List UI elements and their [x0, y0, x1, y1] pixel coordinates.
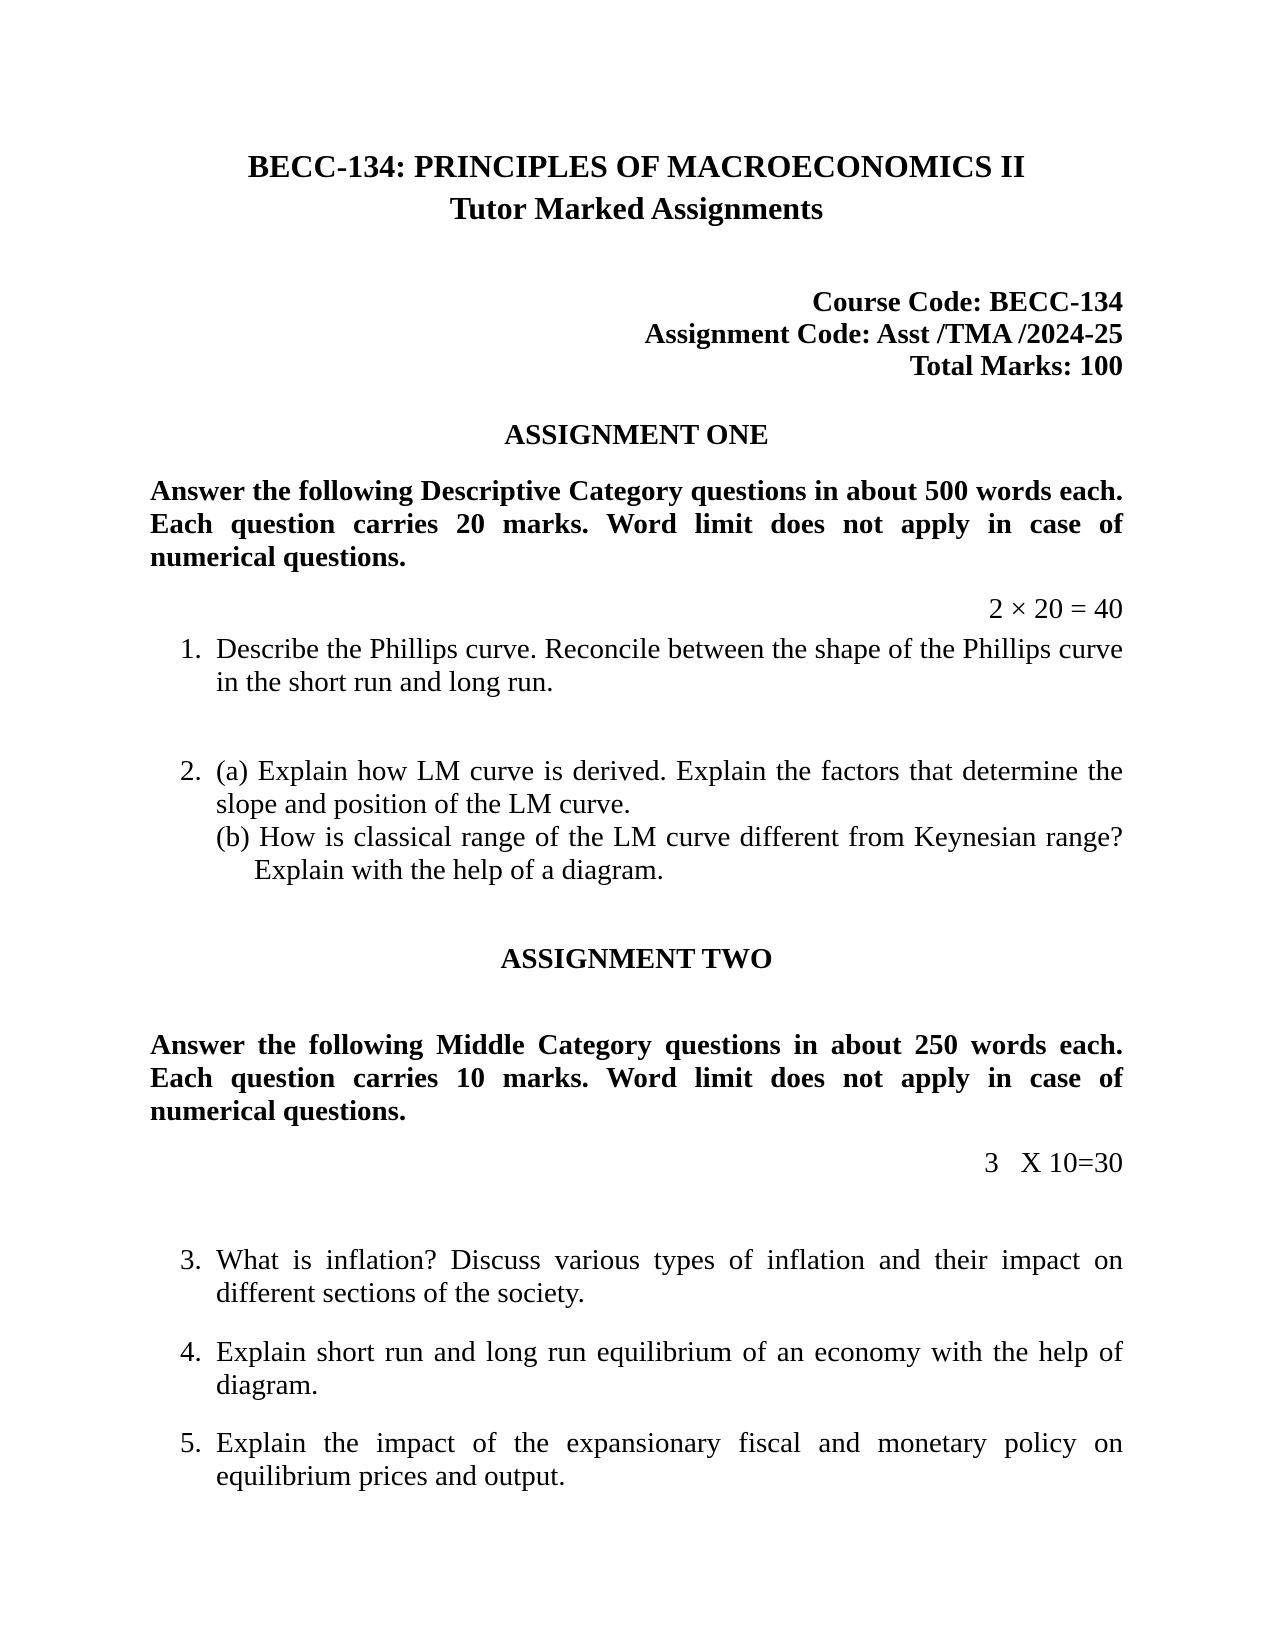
- question-4: [150, 1336, 1123, 1402]
- question-number: 2.: [180, 755, 202, 787]
- question-2: [150, 755, 1123, 887]
- question-number: 1.: [180, 633, 202, 665]
- assignment-one-instructions: Answer the following Descriptive Category questions in about 500 words each. Each question carries 20 marks. Word limit does not apply in case of numerical questions.: [150, 475, 1123, 573]
- assignment-two-heading: ASSIGNMENT TWO: [500, 943, 773, 975]
- question-number: 5.: [180, 1427, 202, 1459]
- question-2-part-a: (a) Explain how LM curve is derived. Explain the factors that determine the slope and position of the LM curve.: [216, 755, 1123, 820]
- page-subtitle: Tutor Marked Assignments: [449, 190, 824, 226]
- total-marks-line: Total Marks: 100: [909, 350, 1123, 382]
- question-1: [150, 633, 1123, 699]
- question-3: [150, 1244, 1123, 1310]
- question-5: [150, 1427, 1123, 1493]
- assignment-one-heading: ASSIGNMENT ONE: [504, 419, 769, 451]
- page-title: BECC-134: PRINCIPLES OF MACROECONOMICS II: [247, 148, 1026, 184]
- question-text: Explain short run and long run equilibrium of an economy with the help of diagram.: [216, 1336, 1123, 1401]
- question-text: Explain the impact of the expansionary fiscal and monetary policy on equilibrium prices and output.: [216, 1427, 1123, 1492]
- assignment-two-instructions: Answer the following Middle Category questions in about 250 words each. Each question carries 10 marks. Word limit does not apply in case of numerical questions.: [150, 1029, 1123, 1127]
- question-text: Describe the Phillips curve. Reconcile between the shape of the Phillips curve in the short run and long run.: [216, 633, 1123, 698]
- assignment-code-line: Assignment Code: Asst /TMA /2024-25: [644, 318, 1123, 350]
- question-text: What is inflation? Discuss various types of inflation and their impact on different sections of the society.: [216, 1244, 1123, 1309]
- course-info-block: [150, 286, 1123, 382]
- question-2-part-b: (b) How is classical range of the LM curve different from Keynesian range? Explain with the help of a diagram.: [216, 821, 1123, 886]
- question-number: 4.: [180, 1336, 202, 1368]
- question-number: 3.: [180, 1244, 202, 1276]
- course-code-line: Course Code: BECC-134: [812, 286, 1123, 318]
- question-text: [216, 755, 1123, 887]
- assignment-two-marks-line: 3 X 10=30: [984, 1147, 1123, 1179]
- assignment-one-marks-line: 2 × 20 = 40: [988, 593, 1123, 625]
